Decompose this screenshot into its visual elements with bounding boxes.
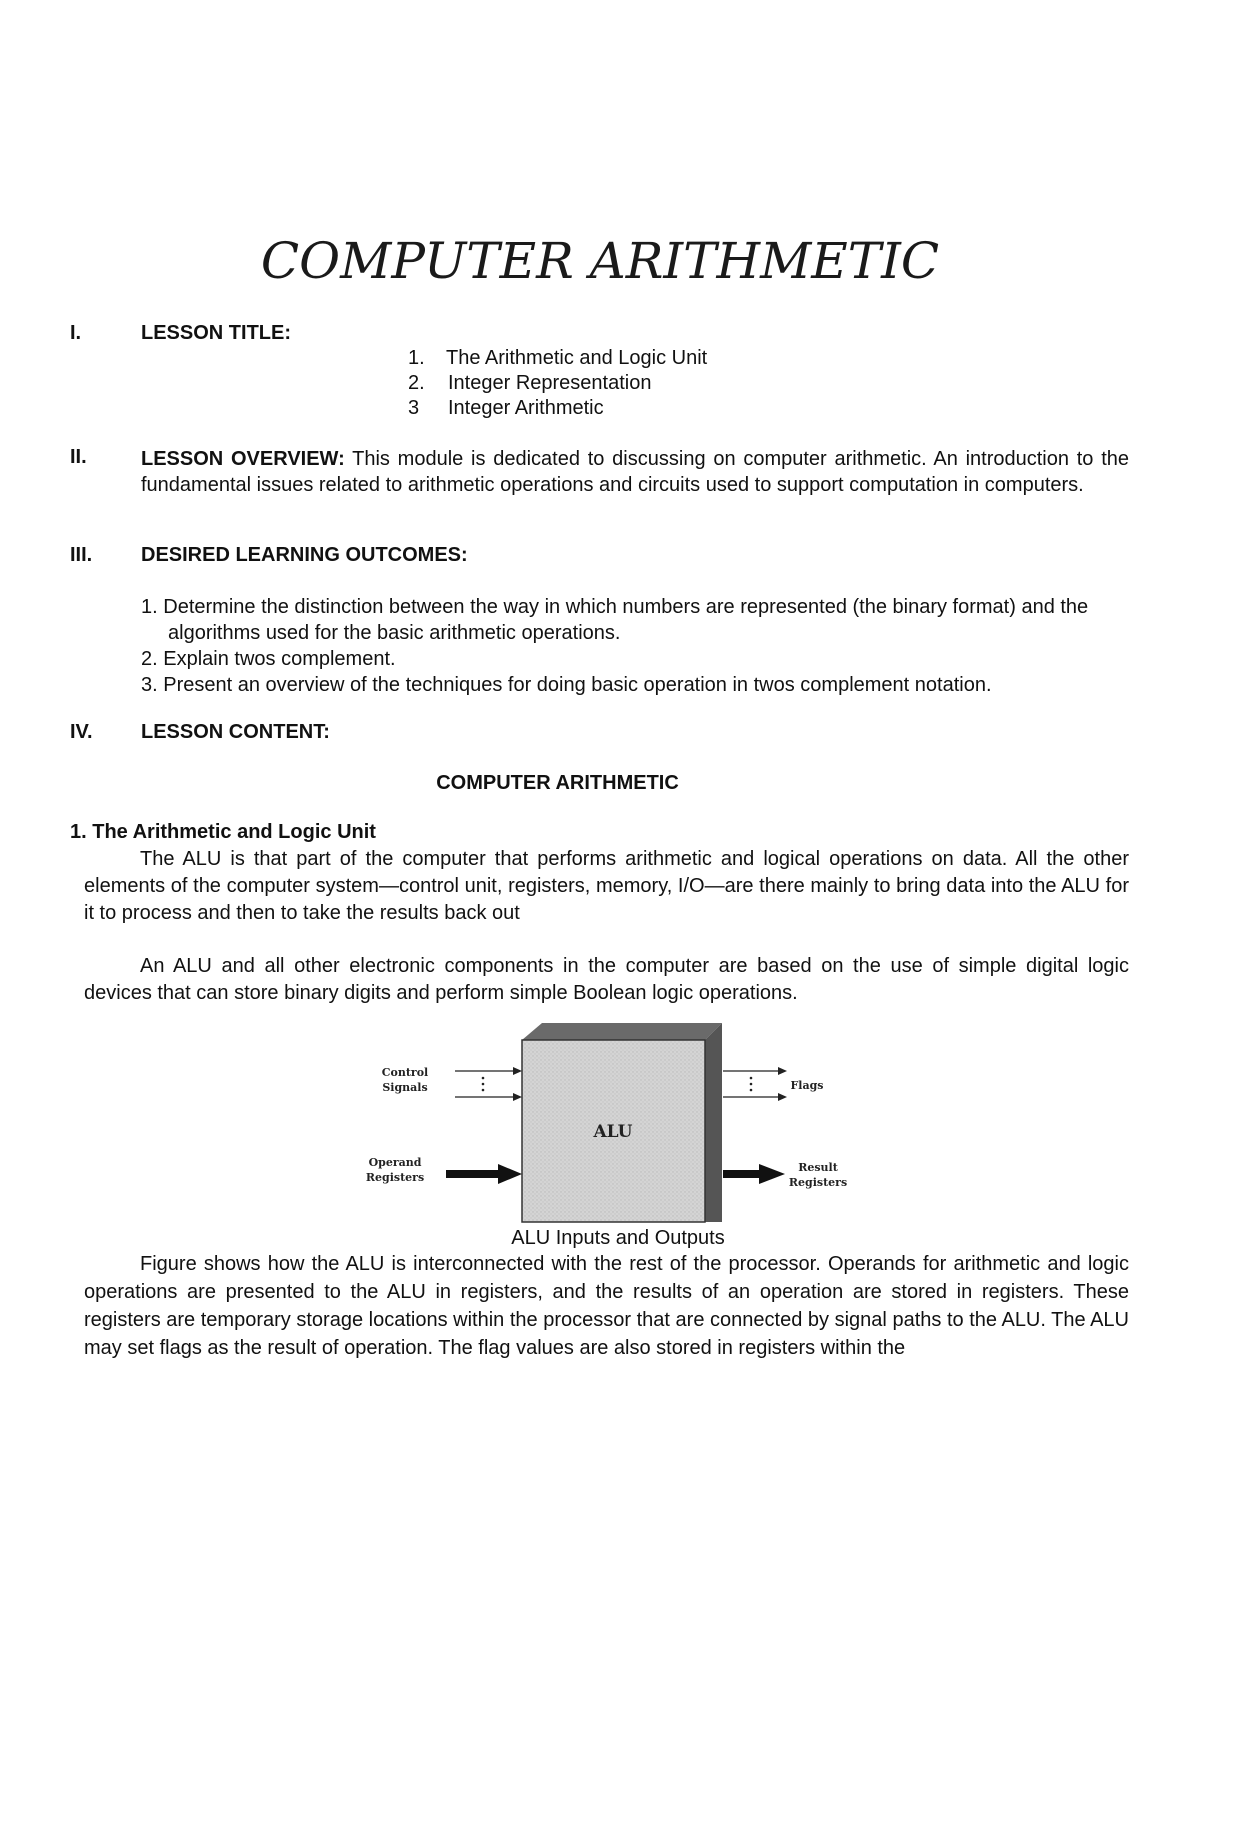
list-item	[141, 672, 1131, 698]
list-item	[408, 346, 707, 371]
learning-outcomes-list	[141, 594, 1131, 698]
list-item	[408, 396, 707, 421]
list-item	[408, 371, 707, 396]
control-label-line1: Control	[381, 1066, 429, 1079]
list-item-text: Present an overview of the techniques for doing basic operation in twos complement notation.	[163, 674, 992, 696]
flag-arrows	[723, 1067, 787, 1101]
figure-caption: ALU Inputs and Outputs	[511, 1227, 725, 1249]
list-item-number: 1.	[141, 596, 158, 618]
page-title: COMPUTER ARITHMETIC	[260, 232, 940, 290]
operand-arrow	[446, 1164, 522, 1184]
section-2-number: II.	[70, 446, 87, 468]
list-item-number: 3	[408, 397, 420, 419]
control-label-line2: Signals	[382, 1081, 428, 1094]
section-1-number: I.	[70, 322, 82, 344]
operand-label-line1: Operand	[368, 1156, 422, 1169]
alu-paragraph-3: Figure shows how the ALU is interconnected with the rest of the processor. Operands for arithmetic and logic operations are presented to the ALU in registers, and the results of an operation are stored in registers. These registers are temporary storage locations within the processor that are connected by signal paths to the ALU. The ALU may set flags as the result of operation. The flag values are also stored in registers within the	[84, 1253, 1129, 1359]
list-item	[141, 594, 1131, 646]
section-4-number: IV.	[70, 721, 93, 743]
alu-label: ALU	[593, 1122, 633, 1142]
result-arrow	[723, 1164, 785, 1184]
lesson-title-list	[408, 346, 707, 421]
alu-paragraph-1: The ALU is that part of the computer that performs arithmetic and logical operations on data. All the other elements of the computer system—control unit, registers, memory, I/O—are there mainly to bring data into the ALU for it to process and then to take the results back out	[84, 848, 1129, 924]
operand-label-line2: Registers	[365, 1171, 425, 1184]
list-item-number: 3.	[141, 674, 158, 696]
section-3-number: III.	[70, 544, 93, 566]
list-item-text: Determine the distinction between the way in which numbers are represented (the binary format) and the algorithms used for the basic arithmetic operations.	[163, 596, 1089, 644]
list-item-text: Integer Representation	[448, 372, 652, 394]
content-heading: COMPUTER ARITHMETIC	[436, 772, 679, 794]
list-item-text: The Arithmetic and Logic Unit	[446, 347, 708, 369]
alu-box-top	[522, 1023, 722, 1040]
section-3-heading: DESIRED LEARNING OUTCOMES:	[141, 544, 468, 566]
list-item	[141, 646, 1131, 672]
section-2-text: This module is dedicated to discussing on computer arithmetic. An introduction to the fundamental issues related to arithmetic operations and circuits used to support computation in computers.	[141, 448, 1129, 496]
section-4-heading: LESSON CONTENT:	[141, 721, 330, 743]
alu-figure	[365, 1015, 860, 1230]
alu-paragraph-2: An ALU and all other electronic components in the computer are based on the use of simple digital logic devices that can store binary digits and perform simple Boolean logic operations.	[84, 955, 1129, 1004]
section-1-heading: LESSON TITLE:	[141, 322, 291, 344]
subheading: 1. The Arithmetic and Logic Unit	[70, 821, 376, 843]
result-label-line2: Registers	[788, 1176, 848, 1189]
list-item-number: 2.	[141, 648, 158, 670]
lesson-overview-paragraph	[141, 446, 1129, 498]
list-item-text: Explain twos complement.	[163, 648, 396, 670]
list-item-number: 2.	[408, 372, 425, 394]
control-signal-arrows	[455, 1067, 522, 1101]
alu-box-side	[705, 1023, 722, 1222]
flags-label: Flags	[790, 1079, 824, 1092]
result-label-line1: Result	[798, 1161, 838, 1174]
list-item-number: 1.	[408, 347, 425, 369]
section-2-heading: LESSON OVERVIEW:	[141, 448, 345, 470]
list-item-text: Integer Arithmetic	[448, 397, 604, 419]
